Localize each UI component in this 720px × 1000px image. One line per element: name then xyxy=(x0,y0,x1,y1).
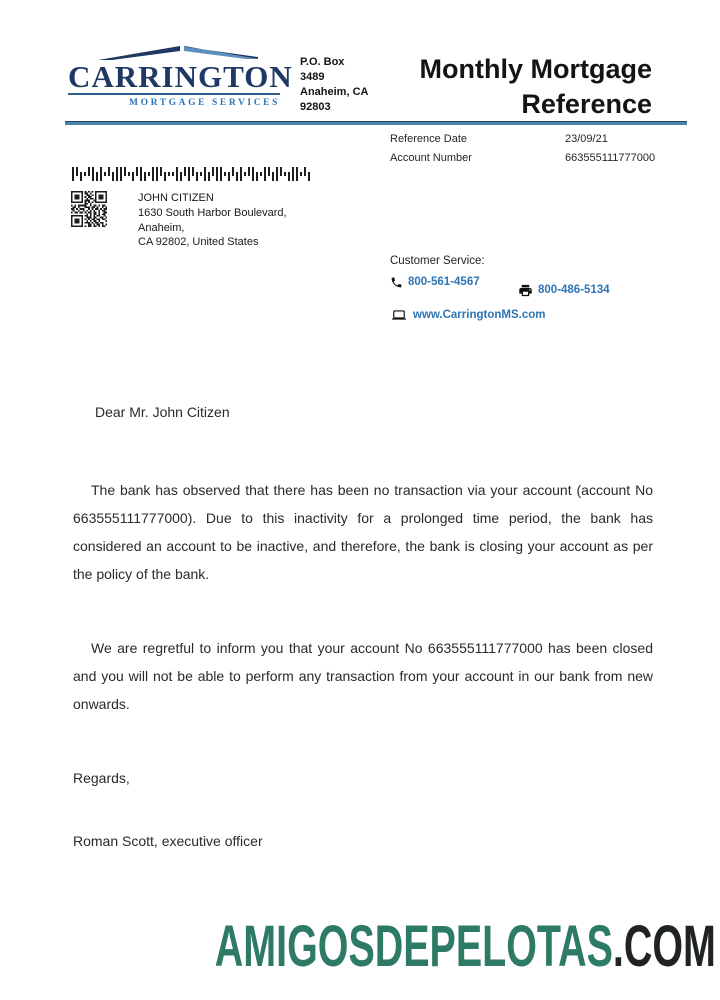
customer-service-heading: Customer Service: xyxy=(390,255,485,267)
reference-date-row xyxy=(390,129,655,148)
logo-wordmark: CARRINGTON xyxy=(68,59,293,94)
fax-number-link[interactable]: 800-486-5134 xyxy=(538,284,610,296)
document-title xyxy=(420,52,652,122)
fax-row xyxy=(518,280,610,300)
account-number-value: 663555111777000 xyxy=(565,151,656,164)
letter-greeting: Dear Mr. John Citizen xyxy=(95,404,230,420)
phone-icon xyxy=(390,276,403,289)
carrington-logo xyxy=(68,46,293,108)
po-box-line: 92803 xyxy=(300,101,331,113)
letter-signature: Roman Scott, executive officer xyxy=(73,833,263,849)
recipient-state-country: CA 92802, United States xyxy=(138,236,259,249)
recipient-name: JOHN CITIZEN xyxy=(138,192,214,204)
laptop-icon xyxy=(390,308,408,322)
reference-date-value: 23/09/21 xyxy=(565,132,608,145)
account-number-row xyxy=(390,148,655,167)
reference-date-label: Reference Date xyxy=(390,132,468,145)
logo-tagline: MORTGAGE SERVICES xyxy=(129,98,280,108)
reference-meta xyxy=(390,129,655,167)
customer-service-block xyxy=(390,255,660,325)
phone-row xyxy=(390,272,660,296)
letter-regards: Regards, xyxy=(73,770,130,786)
document-title-line2: Reference xyxy=(521,89,652,119)
recipient-city: Anaheim, xyxy=(138,221,185,234)
fax-printer-icon xyxy=(518,283,533,298)
recipient-street: 1630 South Harbor Boulevard, xyxy=(138,206,287,219)
qr-code xyxy=(71,191,107,227)
letter-paragraph-2: We are regretful to inform you that your account No 663555111777000 has been closed and you will not be able to perform any transaction from your account in our bank from new onwards. xyxy=(73,640,653,712)
document-title-line1: Monthly Mortgage xyxy=(419,54,652,84)
site-watermark xyxy=(215,916,716,978)
website-link[interactable]: www.CarringtonMS.com xyxy=(413,309,546,321)
watermark-suffix-text: .COM xyxy=(613,914,716,979)
intelligent-mail-barcode xyxy=(72,167,312,181)
po-box-line: Anaheim, CA xyxy=(300,86,369,98)
sender-po-box xyxy=(300,55,368,115)
po-box-line: P.O. Box xyxy=(300,56,345,68)
phone-number-link[interactable]: 800-561-4567 xyxy=(408,276,480,288)
recipient-address xyxy=(138,191,287,250)
website-row xyxy=(390,305,660,325)
header-divider xyxy=(65,121,687,125)
letter-paragraph-1: The bank has observed that there has been no transaction via your account (account No 663555111777000). Due to this inactivity for a prolonged time period, the bank has considered an account to be inactive, and therefore, the bank is closing your account as per the policy of the bank. xyxy=(73,482,653,582)
watermark-main-text: AMIGOSDEPELOTAS xyxy=(214,914,614,979)
account-number-label: Account Number xyxy=(390,151,472,164)
po-box-line: 3489 xyxy=(300,71,325,83)
